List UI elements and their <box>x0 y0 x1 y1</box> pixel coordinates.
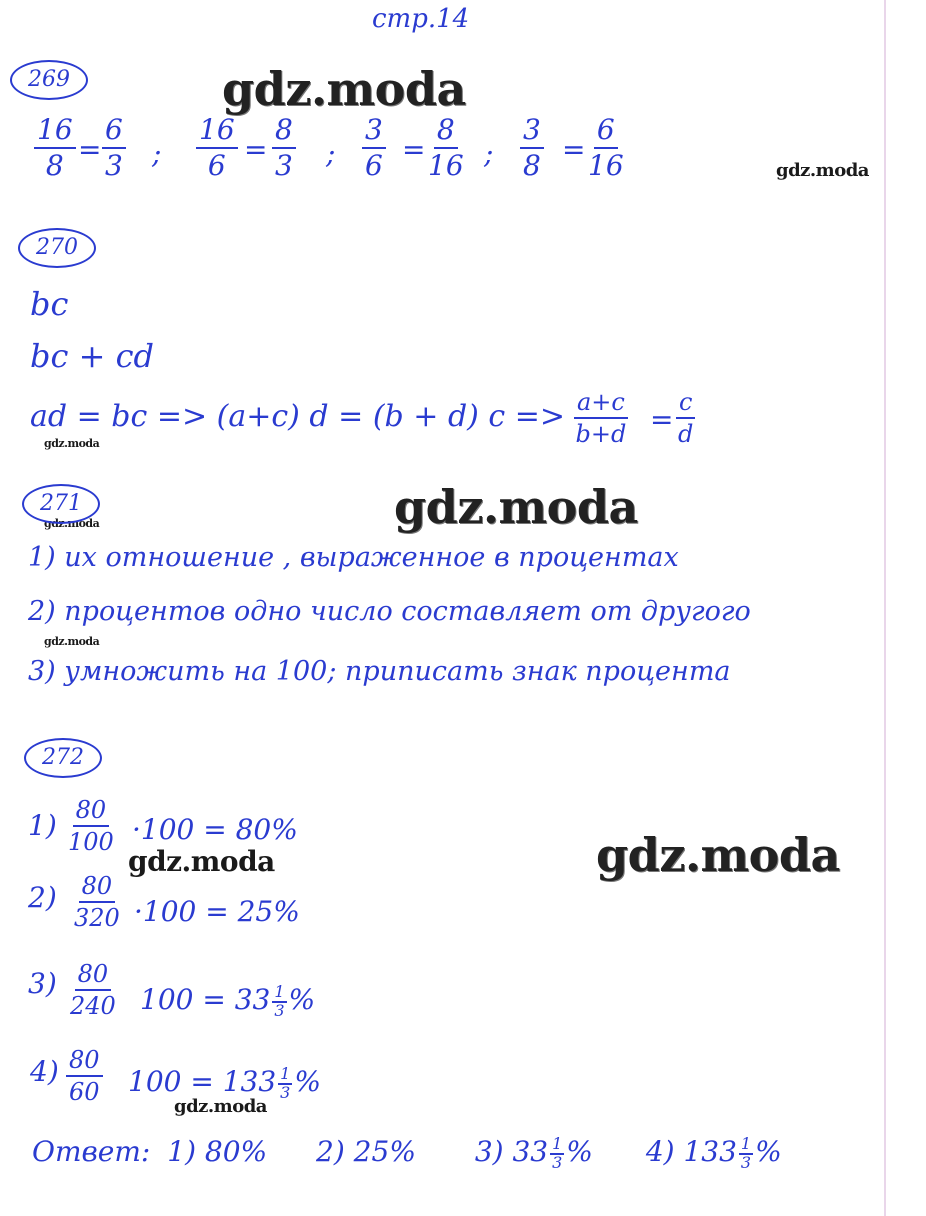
fraction: $\frac{80}{320}$ <box>74 872 120 932</box>
watermark-3: gdz.moda <box>44 437 100 450</box>
task-270-line-1: bc <box>30 285 69 323</box>
page-edge-line <box>884 0 886 1216</box>
watermark-7: gdz.moda <box>128 845 275 878</box>
task-270-line-2: bc + cd <box>30 337 154 375</box>
fraction: $\frac{3}{6}$ <box>362 116 386 180</box>
answer-2: 2) 25% <box>316 1135 416 1168</box>
item-label: 4) <box>30 1055 59 1088</box>
fraction: $\frac{8}{3}$ <box>272 116 296 180</box>
answer-line <box>32 1136 782 1171</box>
task-271-number: 271 <box>22 484 100 524</box>
task-271-line-2: 2) процентов одно число составляет от другого <box>28 596 751 627</box>
equals-sign: = <box>650 403 674 436</box>
fraction: $\frac{16}{8}$ <box>34 116 76 180</box>
answer-3: 3) 33 $\frac{1}{3}$ % <box>474 1134 593 1172</box>
fraction: $\frac{6}{3}$ <box>102 116 126 180</box>
watermark-6: gdz.moda <box>44 635 100 648</box>
watermark-8: gdz.moda <box>596 828 840 882</box>
equals-sign: = <box>402 133 426 166</box>
watermark-1: gdz.moda <box>222 62 466 116</box>
answer-prefix: Ответ: <box>32 1135 151 1168</box>
fraction: $\frac{a+c}{b+d}$ <box>575 388 627 448</box>
fraction: $\frac{8}{16}$ <box>428 113 464 182</box>
answer-1: 1) 80% <box>167 1135 268 1168</box>
separator: ; <box>152 137 162 170</box>
equals-sign: = <box>562 133 586 166</box>
watermark-9: gdz.moda <box>174 1096 267 1117</box>
task-272-number: 272 <box>24 738 102 778</box>
answer-4: 4) 133 $\frac{1}{3}$ % <box>645 1134 782 1172</box>
fraction: $\frac{c}{d}$ <box>676 390 695 446</box>
task-270-line-3: ad = bc => (a+c) d = (b + d) c => <box>30 399 566 434</box>
fraction: $\frac{80}{240}$ <box>70 960 116 1020</box>
fraction: $\frac{6}{16}$ <box>588 113 624 182</box>
item-label: 3) <box>28 967 57 1000</box>
item-result: ·100 = 80% <box>132 813 298 846</box>
separator: ; <box>484 137 494 170</box>
equals-sign: = <box>244 133 268 166</box>
fraction: $\frac{3}{8}$ <box>520 116 544 180</box>
fraction: $\frac{80}{100}$ <box>68 796 114 856</box>
task-269-number: 269 <box>10 60 88 100</box>
watermark-5: gdz.moda <box>44 517 100 530</box>
watermark-2: gdz.moda <box>776 160 869 181</box>
item-label: 1) <box>28 809 57 842</box>
equals-sign: = <box>78 133 102 166</box>
fraction: $\frac{16}{6}$ <box>196 116 238 180</box>
fraction: $\frac{80}{60}$ <box>66 1048 103 1104</box>
task-271-line-1: 1) их отношение , выраженное в процентах <box>28 542 679 573</box>
watermark-4: gdz.moda <box>394 480 638 534</box>
item-label: 2) <box>28 881 57 914</box>
page-label: стр.14 <box>372 4 470 34</box>
separator: ; <box>326 137 336 170</box>
item-result: 100 = 133 $\frac{1}{3}$ % <box>128 1064 321 1102</box>
task-270-number: 270 <box>18 228 96 268</box>
item-result: 100 = 33 $\frac{1}{3}$ % <box>140 982 316 1020</box>
task-271-line-3: 3) умножить на 100; приписать знак процента <box>28 656 731 687</box>
item-result: ·100 = 25% <box>134 895 300 928</box>
